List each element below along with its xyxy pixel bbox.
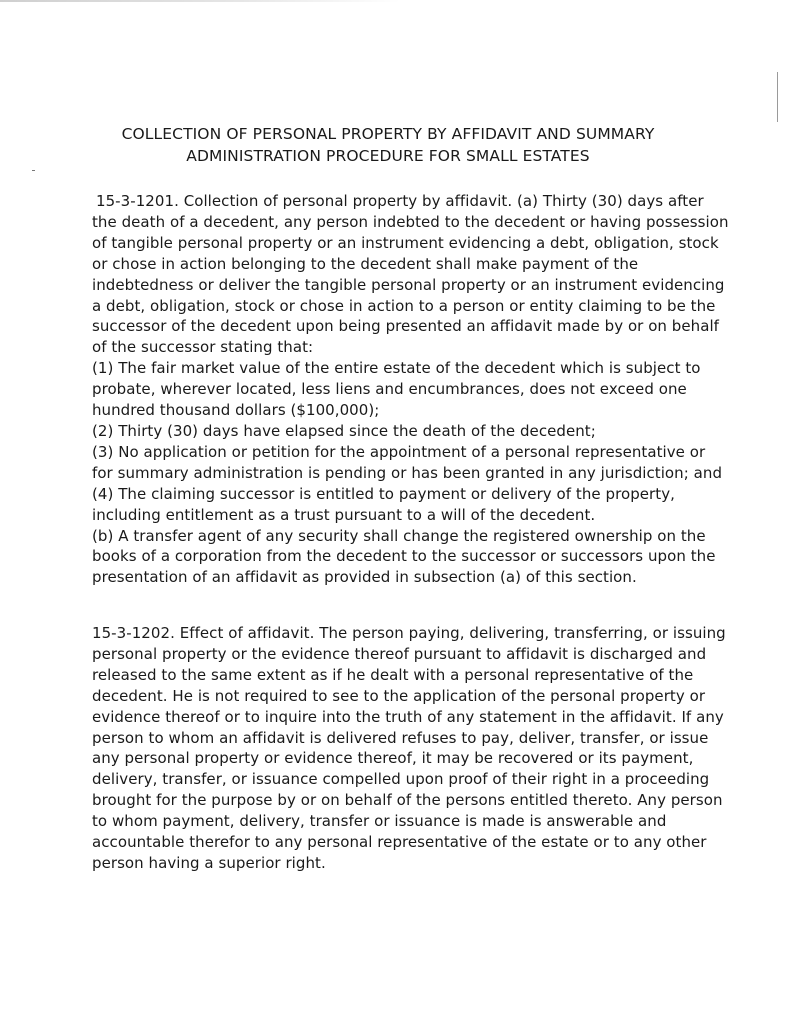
text-line: personal property or the evidence thereof pursuant to affidavit is discharged and xyxy=(92,644,707,663)
text-line: 15-3-1201. Collection of personal property by affidavit. (a) Thirty (30) days after xyxy=(96,192,704,210)
document-title xyxy=(90,123,686,167)
text-line: books of a corporation from the decedent to the successor or successors upon the xyxy=(92,547,716,566)
title-line: COLLECTION OF PERSONAL PROPERTY BY AFFIDAVIT AND SUMMARY xyxy=(121,125,655,143)
text-line: person having a superior right. xyxy=(92,853,326,872)
text-line: presentation of an affidavit as provided in subsection (a) of this section. xyxy=(92,568,637,587)
text-line: delivery, transfer, or issuance compelled upon proof of their right in a proceeding xyxy=(92,770,710,789)
text-line: any personal property or evidence thereof, it may be recovered or its payment, xyxy=(92,749,694,768)
text-line: hundred thousand dollars ($100,000); xyxy=(92,401,380,420)
text-line: brought for the purpose by or on behalf of the persons entitled thereto. Any person xyxy=(92,791,723,810)
text-line: person to whom an affidavit is delivered refuses to pay, deliver, transfer, or issue xyxy=(92,728,709,747)
text-line: (b) A transfer agent of any security shall change the registered ownership on the xyxy=(92,526,706,545)
text-line: indebtedness or deliver the tangible personal property or an instrument evidencing xyxy=(92,275,725,294)
text-line: (4) The claiming successor is entitled to payment or delivery of the property, xyxy=(92,484,675,503)
scan-margin-mark xyxy=(777,72,778,122)
text-line: or chose in action belonging to the decedent shall make payment of the xyxy=(92,254,639,273)
text-line: successor of the decedent upon being presented an affidavit made by or on behalf xyxy=(92,317,720,336)
text-line: the death of a decedent, any person indebted to the decedent or having possession xyxy=(92,212,729,231)
text-line: including entitlement as a trust pursuant to a will of the decedent. xyxy=(92,505,596,524)
text-line: released to the same extent as if he dealt with a personal representative of the xyxy=(92,665,694,684)
text-line: probate, wherever located, less liens and encumbrances, does not exceed one xyxy=(92,380,687,399)
text-line: of tangible personal property or an instrument evidencing a debt, obligation, stock xyxy=(92,233,719,252)
text-line: a debt, obligation, stock or chose in action to a person or entity claiming to be the xyxy=(92,296,716,315)
text-line: (2) Thirty (30) days have elapsed since the death of the decedent; xyxy=(92,421,596,440)
title-line: ADMINISTRATION PROCEDURE FOR SMALL ESTATES xyxy=(186,147,590,165)
text-line: decedent. He is not required to see to the application of the personal property or xyxy=(92,686,706,705)
section-15-3-1201 xyxy=(92,191,729,588)
text-line: evidence thereof or to inquire into the truth of any statement in the affidavit. If any xyxy=(92,707,724,726)
text-line: (3) No application or petition for the appointment of a personal representative or xyxy=(92,442,706,461)
scan-speck xyxy=(32,170,35,171)
text-line: for summary administration is pending or has been granted in any jurisdiction; and xyxy=(92,463,723,482)
scan-edge-artifact xyxy=(0,0,400,2)
text-line: (1) The fair market value of the entire estate of the decedent which is subject to xyxy=(92,359,701,378)
text-line: 15-3-1202. Effect of affidavit. The person paying, delivering, transferring, or issuing xyxy=(92,624,726,642)
text-line: of the successor stating that: xyxy=(92,338,314,357)
section-15-3-1202 xyxy=(92,623,726,874)
text-line: to whom payment, delivery, transfer or issuance is made is answerable and xyxy=(92,812,667,831)
text-line: accountable therefor to any personal representative of the estate or to any other xyxy=(92,833,707,852)
